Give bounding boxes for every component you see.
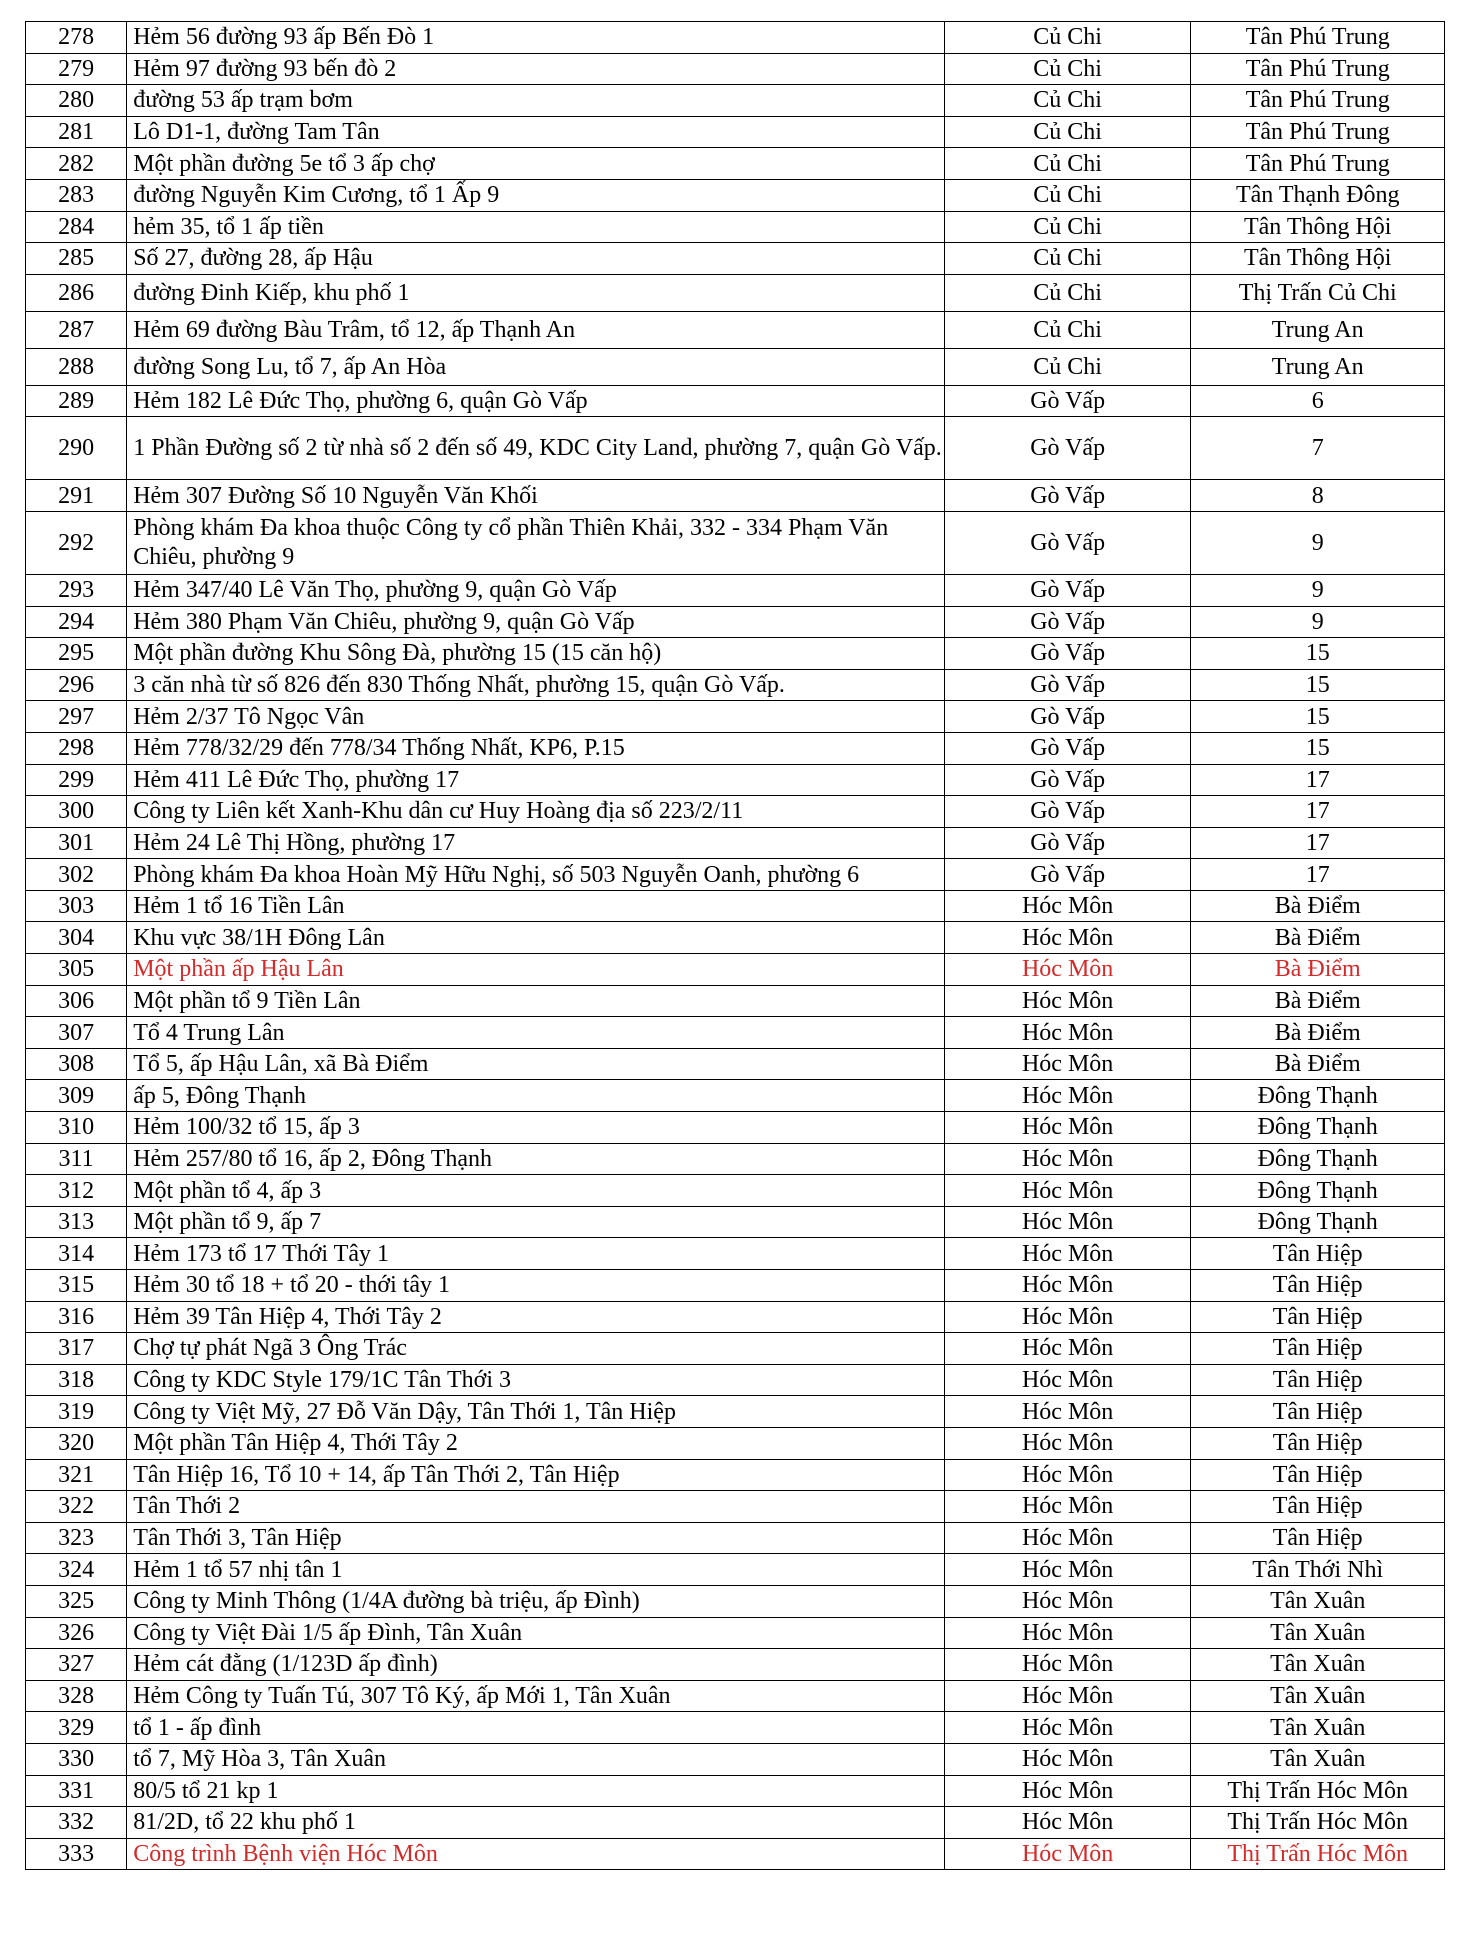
cell-no: 278 (26, 22, 127, 54)
cell-no: 316 (26, 1301, 127, 1333)
address-table (25, 21, 1445, 1870)
table-row (26, 1807, 1445, 1839)
cell-no: 286 (26, 274, 127, 311)
cell-address: Số 27, đường 28, ấp Hậu (127, 243, 945, 275)
cell-no: 292 (26, 511, 127, 574)
cell-district: Gò Vấp (944, 606, 1191, 638)
cell-address: Hẻm 2/37 Tô Ngọc Vân (127, 701, 945, 733)
cell-address: Hẻm cát đằng (1/123D ấp đình) (127, 1649, 945, 1681)
cell-address: Hẻm 307 Đường Số 10 Nguyễn Văn Khối (127, 480, 945, 512)
cell-address: Công trình Bệnh viện Hóc Môn (127, 1838, 945, 1870)
cell-no: 331 (26, 1775, 127, 1807)
cell-address: 80/5 tổ 21 kp 1 (127, 1775, 945, 1807)
cell-district: Hóc Môn (944, 1712, 1191, 1744)
cell-district: Hóc Môn (944, 1775, 1191, 1807)
cell-ward: Tân Xuân (1191, 1585, 1445, 1617)
cell-address: Tổ 5, ấp Hậu Lân, xã Bà Điểm (127, 1048, 945, 1080)
cell-ward: Tân Phú Trung (1191, 22, 1445, 54)
cell-district: Hóc Môn (944, 1143, 1191, 1175)
cell-ward: Tân Phú Trung (1191, 53, 1445, 85)
cell-district: Củ Chi (944, 85, 1191, 117)
cell-address: Hẻm 30 tổ 18 + tổ 20 - thới tây 1 (127, 1270, 945, 1302)
cell-ward: 15 (1191, 732, 1445, 764)
cell-ward: Thị Trấn Hóc Môn (1191, 1807, 1445, 1839)
cell-no: 304 (26, 922, 127, 954)
cell-ward: Bà Điểm (1191, 1048, 1445, 1080)
table-row (26, 274, 1445, 311)
cell-no: 322 (26, 1491, 127, 1523)
cell-ward: Tân Hiệp (1191, 1396, 1445, 1428)
cell-district: Hóc Môn (944, 1680, 1191, 1712)
cell-district: Hóc Môn (944, 1522, 1191, 1554)
cell-address: Một phần Tân Hiệp 4, Thới Tây 2 (127, 1427, 945, 1459)
cell-no: 291 (26, 480, 127, 512)
cell-address: Một phần ấp Hậu Lân (127, 954, 945, 986)
cell-address: Hẻm 173 tổ 17 Thới Tây 1 (127, 1238, 945, 1270)
table-row (26, 116, 1445, 148)
cell-address: Công ty KDC Style 179/1C Tân Thới 3 (127, 1364, 945, 1396)
cell-district: Hóc Môn (944, 1080, 1191, 1112)
cell-address: Công ty Việt Đài 1/5 ấp Đình, Tân Xuân (127, 1617, 945, 1649)
cell-no: 323 (26, 1522, 127, 1554)
cell-address: Hẻm 380 Phạm Văn Chiêu, phường 9, quận Gò Vấp (127, 606, 945, 638)
cell-address: hẻm 35, tổ 1 ấp tiền (127, 211, 945, 243)
cell-address: Hẻm 1 tổ 16 Tiền Lân (127, 890, 945, 922)
cell-district: Củ Chi (944, 274, 1191, 311)
cell-district: Gò Vấp (944, 480, 1191, 512)
cell-district: Củ Chi (944, 243, 1191, 275)
cell-ward: 9 (1191, 606, 1445, 638)
cell-address: Hẻm 257/80 tổ 16, ấp 2, Đông Thạnh (127, 1143, 945, 1175)
cell-address: ấp 5, Đông Thạnh (127, 1080, 945, 1112)
cell-ward: 6 (1191, 385, 1445, 417)
cell-district: Hóc Môn (944, 1807, 1191, 1839)
cell-address: Công ty Liên kết Xanh-Khu dân cư Huy Hoàng địa số 223/2/11 (127, 796, 945, 828)
cell-district: Gò Vấp (944, 638, 1191, 670)
cell-address: tổ 7, Mỹ Hòa 3, Tân Xuân (127, 1743, 945, 1775)
cell-district: Gò Vấp (944, 732, 1191, 764)
cell-district: Hóc Môn (944, 1112, 1191, 1144)
cell-address: Hẻm 182 Lê Đức Thọ, phường 6, quận Gò Vấp (127, 385, 945, 417)
table-row (26, 606, 1445, 638)
cell-district: Hóc Môn (944, 1585, 1191, 1617)
table-row-highlighted (26, 954, 1445, 986)
table-row (26, 1585, 1445, 1617)
cell-ward: Tân Hiệp (1191, 1459, 1445, 1491)
table-row (26, 385, 1445, 417)
table-row (26, 1017, 1445, 1049)
cell-district: Củ Chi (944, 22, 1191, 54)
table-row (26, 1080, 1445, 1112)
cell-address: đường 53 ấp trạm bơm (127, 85, 945, 117)
table-row (26, 179, 1445, 211)
cell-address: Phòng khám Đa khoa thuộc Công ty cổ phần Thiên Khải, 332 - 334 Phạm Văn Chiêu, phường 9 (127, 511, 945, 574)
table-row (26, 859, 1445, 891)
table-row (26, 1238, 1445, 1270)
table-row (26, 1143, 1445, 1175)
table-row (26, 1554, 1445, 1586)
table-body (26, 22, 1445, 1870)
cell-no: 285 (26, 243, 127, 275)
table-row (26, 1301, 1445, 1333)
cell-no: 301 (26, 827, 127, 859)
cell-address: Hẻm 100/32 tổ 15, ấp 3 (127, 1112, 945, 1144)
cell-no: 300 (26, 796, 127, 828)
cell-district: Hóc Môn (944, 1364, 1191, 1396)
cell-address: đường Đinh Kiếp, khu phố 1 (127, 274, 945, 311)
cell-ward: Tân Hiệp (1191, 1333, 1445, 1365)
cell-district: Gò Vấp (944, 511, 1191, 574)
cell-ward: 15 (1191, 701, 1445, 733)
cell-address: Một phần đường Khu Sông Đà, phường 15 (15 căn hộ) (127, 638, 945, 670)
table-row (26, 311, 1445, 348)
cell-ward: Tân Xuân (1191, 1649, 1445, 1681)
table-row (26, 1427, 1445, 1459)
cell-ward: Thị Trấn Hóc Môn (1191, 1838, 1445, 1870)
table-row (26, 638, 1445, 670)
cell-no: 295 (26, 638, 127, 670)
cell-no: 308 (26, 1048, 127, 1080)
cell-ward: Bà Điểm (1191, 954, 1445, 986)
table-row-highlighted (26, 1838, 1445, 1870)
cell-ward: Trung An (1191, 311, 1445, 348)
table-row (26, 1712, 1445, 1744)
cell-address: Hẻm 778/32/29 đến 778/34 Thống Nhất, KP6, P.15 (127, 732, 945, 764)
cell-district: Củ Chi (944, 311, 1191, 348)
cell-ward: Bà Điểm (1191, 1017, 1445, 1049)
cell-district: Gò Vấp (944, 796, 1191, 828)
cell-no: 279 (26, 53, 127, 85)
cell-address: Hẻm 1 tổ 57 nhị tân 1 (127, 1554, 945, 1586)
cell-address: Khu vực 38/1H Đông Lân (127, 922, 945, 954)
table-row (26, 1396, 1445, 1428)
cell-ward: Đông Thạnh (1191, 1143, 1445, 1175)
cell-address: Hẻm 69 đường Bàu Trâm, tổ 12, ấp Thạnh An (127, 311, 945, 348)
cell-no: 314 (26, 1238, 127, 1270)
cell-ward: Tân Hiệp (1191, 1427, 1445, 1459)
cell-no: 280 (26, 85, 127, 117)
table-row (26, 1112, 1445, 1144)
cell-no: 310 (26, 1112, 127, 1144)
cell-address: Hẻm Công ty Tuấn Tú, 307 Tô Ký, ấp Mới 1, Tân Xuân (127, 1680, 945, 1712)
table-row (26, 574, 1445, 606)
table-row (26, 417, 1445, 480)
cell-district: Hóc Môn (944, 922, 1191, 954)
cell-district: Hóc Môn (944, 1491, 1191, 1523)
table-row (26, 796, 1445, 828)
table-row (26, 1175, 1445, 1207)
cell-district: Hóc Môn (944, 1459, 1191, 1491)
cell-address: 81/2D, tổ 22 khu phố 1 (127, 1807, 945, 1839)
cell-district: Gò Vấp (944, 574, 1191, 606)
cell-no: 298 (26, 732, 127, 764)
cell-no: 306 (26, 985, 127, 1017)
cell-address: Chợ tự phát Ngã 3 Ông Trác (127, 1333, 945, 1365)
cell-ward: Tân Hiệp (1191, 1301, 1445, 1333)
cell-district: Hóc Môn (944, 1649, 1191, 1681)
cell-no: 288 (26, 348, 127, 385)
cell-ward: Tân Xuân (1191, 1743, 1445, 1775)
cell-address: 3 căn nhà từ số 826 đến 830 Thống Nhất, phường 15, quận Gò Vấp. (127, 669, 945, 701)
cell-district: Gò Vấp (944, 417, 1191, 480)
cell-no: 296 (26, 669, 127, 701)
cell-no: 284 (26, 211, 127, 243)
cell-no: 320 (26, 1427, 127, 1459)
cell-ward: Đông Thạnh (1191, 1080, 1445, 1112)
cell-no: 282 (26, 148, 127, 180)
cell-address: Phòng khám Đa khoa Hoàn Mỹ Hữu Nghị, số 503 Nguyễn Oanh, phường 6 (127, 859, 945, 891)
cell-district: Hóc Môn (944, 1396, 1191, 1428)
cell-district: Hóc Môn (944, 1301, 1191, 1333)
table-row (26, 53, 1445, 85)
cell-ward: Đông Thạnh (1191, 1206, 1445, 1238)
cell-address: Công ty Minh Thông (1/4A đường bà triệu, ấp Đình) (127, 1585, 945, 1617)
cell-district: Hóc Môn (944, 1175, 1191, 1207)
cell-district: Hóc Môn (944, 1427, 1191, 1459)
cell-no: 319 (26, 1396, 127, 1428)
cell-address: Hẻm 411 Lê Đức Thọ, phường 17 (127, 764, 945, 796)
cell-district: Củ Chi (944, 53, 1191, 85)
table-row (26, 1522, 1445, 1554)
cell-no: 324 (26, 1554, 127, 1586)
cell-ward: Tân Phú Trung (1191, 85, 1445, 117)
cell-ward: Thị Trấn Hóc Môn (1191, 1775, 1445, 1807)
cell-ward: Đông Thạnh (1191, 1112, 1445, 1144)
cell-district: Hóc Môn (944, 954, 1191, 986)
cell-ward: Tân Xuân (1191, 1712, 1445, 1744)
cell-ward: Tân Hiệp (1191, 1238, 1445, 1270)
cell-ward: 17 (1191, 859, 1445, 891)
table-row (26, 985, 1445, 1017)
table-row (26, 890, 1445, 922)
cell-ward: Thị Trấn Củ Chi (1191, 274, 1445, 311)
cell-district: Hóc Môn (944, 1206, 1191, 1238)
table-row (26, 22, 1445, 54)
cell-district: Gò Vấp (944, 827, 1191, 859)
cell-address: Hẻm 347/40 Lê Văn Thọ, phường 9, quận Gò Vấp (127, 574, 945, 606)
cell-no: 332 (26, 1807, 127, 1839)
cell-address: Một phần đường 5e tổ 3 ấp chợ (127, 148, 945, 180)
cell-no: 294 (26, 606, 127, 638)
cell-address: Công ty Việt Mỹ, 27 Đỗ Văn Dậy, Tân Thới 1, Tân Hiệp (127, 1396, 945, 1428)
cell-no: 287 (26, 311, 127, 348)
cell-district: Gò Vấp (944, 385, 1191, 417)
cell-address: đường Nguyễn Kim Cương, tổ 1 Ấp 9 (127, 179, 945, 211)
table-row (26, 701, 1445, 733)
cell-ward: Tân Thới Nhì (1191, 1554, 1445, 1586)
cell-ward: 15 (1191, 638, 1445, 670)
table-row (26, 732, 1445, 764)
cell-no: 302 (26, 859, 127, 891)
cell-district: Củ Chi (944, 148, 1191, 180)
cell-ward: 17 (1191, 764, 1445, 796)
table-row (26, 1491, 1445, 1523)
cell-no: 313 (26, 1206, 127, 1238)
cell-ward: Tân Phú Trung (1191, 116, 1445, 148)
cell-district: Hóc Môn (944, 1238, 1191, 1270)
cell-no: 293 (26, 574, 127, 606)
cell-ward: Tân Hiệp (1191, 1522, 1445, 1554)
table-row (26, 1743, 1445, 1775)
cell-address: 1 Phần Đường số 2 từ nhà số 2 đến số 49, KDC City Land, phường 7, quận Gò Vấp. (127, 417, 945, 480)
cell-ward: Tân Xuân (1191, 1680, 1445, 1712)
table-row (26, 211, 1445, 243)
cell-address: Hẻm 24 Lê Thị Hồng, phường 17 (127, 827, 945, 859)
cell-no: 307 (26, 1017, 127, 1049)
cell-district: Hóc Môn (944, 1048, 1191, 1080)
cell-no: 325 (26, 1585, 127, 1617)
table-row (26, 511, 1445, 574)
cell-no: 315 (26, 1270, 127, 1302)
cell-ward: Tân Phú Trung (1191, 148, 1445, 180)
table-row (26, 348, 1445, 385)
cell-address: Tổ 4 Trung Lân (127, 1017, 945, 1049)
cell-district: Hóc Môn (944, 985, 1191, 1017)
cell-address: đường Song Lu, tổ 7, ấp An Hòa (127, 348, 945, 385)
cell-district: Gò Vấp (944, 859, 1191, 891)
cell-ward: 7 (1191, 417, 1445, 480)
cell-ward: Bà Điểm (1191, 890, 1445, 922)
cell-ward: 15 (1191, 669, 1445, 701)
cell-no: 330 (26, 1743, 127, 1775)
cell-ward: Trung An (1191, 348, 1445, 385)
cell-ward: Bà Điểm (1191, 922, 1445, 954)
table-row (26, 764, 1445, 796)
table-row (26, 1775, 1445, 1807)
cell-district: Củ Chi (944, 179, 1191, 211)
table-row (26, 1333, 1445, 1365)
cell-address: Một phần tổ 9, ấp 7 (127, 1206, 945, 1238)
cell-no: 305 (26, 954, 127, 986)
cell-no: 318 (26, 1364, 127, 1396)
table-row (26, 1459, 1445, 1491)
table-row (26, 243, 1445, 275)
cell-no: 333 (26, 1838, 127, 1870)
cell-district: Củ Chi (944, 211, 1191, 243)
cell-district: Gò Vấp (944, 701, 1191, 733)
cell-no: 289 (26, 385, 127, 417)
cell-address: Hẻm 97 đường 93 bến đò 2 (127, 53, 945, 85)
cell-ward: Tân Thông Hội (1191, 211, 1445, 243)
table-row (26, 1364, 1445, 1396)
cell-address: Một phần tổ 4, ấp 3 (127, 1175, 945, 1207)
cell-ward: Đông Thạnh (1191, 1175, 1445, 1207)
cell-district: Hóc Môn (944, 1743, 1191, 1775)
cell-ward: 8 (1191, 480, 1445, 512)
cell-no: 312 (26, 1175, 127, 1207)
cell-ward: Tân Hiệp (1191, 1491, 1445, 1523)
cell-district: Hóc Môn (944, 1017, 1191, 1049)
cell-no: 309 (26, 1080, 127, 1112)
cell-no: 290 (26, 417, 127, 480)
cell-ward: 9 (1191, 574, 1445, 606)
cell-address: Tân Hiệp 16, Tổ 10 + 14, ấp Tân Thới 2, Tân Hiệp (127, 1459, 945, 1491)
cell-district: Hóc Môn (944, 1270, 1191, 1302)
table-row (26, 1617, 1445, 1649)
cell-no: 283 (26, 179, 127, 211)
cell-address: Hẻm 39 Tân Hiệp 4, Thới Tây 2 (127, 1301, 945, 1333)
table-row (26, 922, 1445, 954)
cell-ward: Bà Điểm (1191, 985, 1445, 1017)
cell-address: Tân Thới 3, Tân Hiệp (127, 1522, 945, 1554)
cell-address: Lô D1-1, đường Tam Tân (127, 116, 945, 148)
cell-ward: Tân Hiệp (1191, 1364, 1445, 1396)
cell-district: Hóc Môn (944, 1838, 1191, 1870)
table-row (26, 1206, 1445, 1238)
cell-no: 328 (26, 1680, 127, 1712)
cell-district: Gò Vấp (944, 764, 1191, 796)
table-row (26, 1048, 1445, 1080)
cell-no: 317 (26, 1333, 127, 1365)
cell-district: Củ Chi (944, 348, 1191, 385)
cell-no: 297 (26, 701, 127, 733)
table-row (26, 1270, 1445, 1302)
cell-district: Gò Vấp (944, 669, 1191, 701)
cell-address: Tân Thới 2 (127, 1491, 945, 1523)
cell-ward: 17 (1191, 796, 1445, 828)
cell-ward: Tân Thạnh Đông (1191, 179, 1445, 211)
cell-no: 321 (26, 1459, 127, 1491)
cell-address: tổ 1 - ấp đình (127, 1712, 945, 1744)
table-row (26, 1649, 1445, 1681)
cell-district: Củ Chi (944, 116, 1191, 148)
cell-district: Hóc Môn (944, 1333, 1191, 1365)
table-row (26, 148, 1445, 180)
cell-ward: Tân Thông Hội (1191, 243, 1445, 275)
cell-ward: 9 (1191, 511, 1445, 574)
cell-ward: Tân Xuân (1191, 1617, 1445, 1649)
cell-district: Hóc Môn (944, 1554, 1191, 1586)
table-row (26, 827, 1445, 859)
cell-no: 327 (26, 1649, 127, 1681)
cell-district: Hóc Môn (944, 890, 1191, 922)
table-row (26, 85, 1445, 117)
cell-ward: Tân Hiệp (1191, 1270, 1445, 1302)
cell-no: 311 (26, 1143, 127, 1175)
cell-ward: 17 (1191, 827, 1445, 859)
cell-no: 281 (26, 116, 127, 148)
cell-no: 303 (26, 890, 127, 922)
table-row (26, 480, 1445, 512)
cell-no: 329 (26, 1712, 127, 1744)
table-row (26, 669, 1445, 701)
cell-district: Hóc Môn (944, 1617, 1191, 1649)
cell-no: 299 (26, 764, 127, 796)
table-row (26, 1680, 1445, 1712)
cell-address: Một phần tổ 9 Tiền Lân (127, 985, 945, 1017)
cell-no: 326 (26, 1617, 127, 1649)
cell-address: Hẻm 56 đường 93 ấp Bến Đò 1 (127, 22, 945, 54)
